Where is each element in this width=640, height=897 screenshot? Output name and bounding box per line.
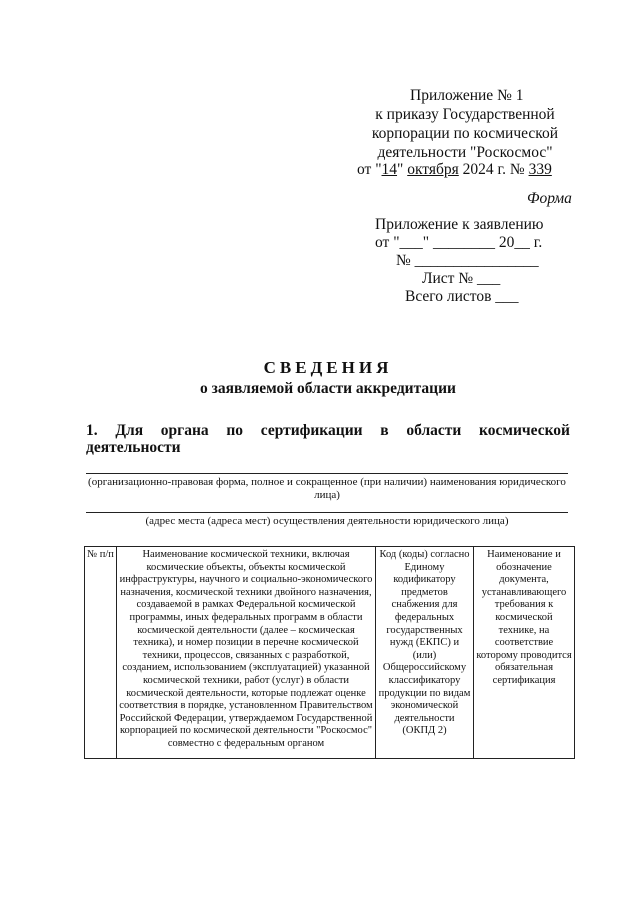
document-title: СВЕДЕНИЯ xyxy=(263,358,393,377)
application-number-line: № ________________ xyxy=(396,252,539,269)
application-reference xyxy=(375,216,544,306)
address-caption: (адрес места (адреса мест) осуществления деятельности юридического лица) xyxy=(145,515,509,527)
application-date-line: от "___" ________ 20__ г. xyxy=(375,234,543,251)
order-line-1: к приказу Государственной xyxy=(375,106,555,123)
table-header-row xyxy=(85,547,575,759)
appendix-title: Приложение № 1 xyxy=(410,87,524,104)
order-line-3: деятельности "Роскосмос" xyxy=(377,144,553,161)
section-heading-line-2: деятельности xyxy=(86,439,181,456)
order-line-2: корпорации по космической xyxy=(371,125,559,142)
section-heading-line-1: 1. Для органа по сертификации в области космической xyxy=(86,422,570,439)
order-month: октября xyxy=(407,161,459,178)
accreditation-table xyxy=(84,546,575,759)
address-rule xyxy=(86,512,568,513)
application-title: Приложение к заявлению xyxy=(375,216,544,233)
total-sheets-line: Всего листов ___ xyxy=(405,288,519,305)
order-date-line: от "14" октября 2024 г. № 339 xyxy=(357,161,552,178)
order-reference xyxy=(355,86,575,162)
org-name-caption: (организационно-правовая форма, полное и сокращенное (при наличии) наименования юридического лица) xyxy=(88,476,566,501)
header-cell-equipment: Наименование космической техники, включая космические объекты, объекты космической инфраструктуры, научного и социально-экономического назначения, космической техники двойного назначения, создаваемой в рамках Федеральной космической программы, иных федеральных программ в области космической деятельности (далее – космическая техника), и номер позиции в перечне космической техники, процессов, связанных с разработкой, созданием, использованием (эксплуатацией) указанной космической техники, работ (услуг) в области космической деятельности, которые подлежат оценке соответствия в порядке, установленном Правительством Российской Федерации, утверждаемом Государственной корпорацией по космической деятельности "Роскосмос" совместно с федеральным органом xyxy=(117,547,376,759)
order-number: 339 xyxy=(528,161,552,178)
header-cell-number: № п/п xyxy=(85,547,117,759)
form-label: Форма xyxy=(527,190,572,207)
header-cell-document: Наименование и обозначение документа, устанавливающего требования к космической технике, на соответствие которому проводится обязательная сертификация xyxy=(474,547,575,759)
order-day: 14 xyxy=(381,161,398,178)
document-subtitle: о заявляемой области аккредитации xyxy=(200,380,456,397)
sheet-number-line: Лист № ___ xyxy=(422,270,501,287)
org-name-rule xyxy=(86,473,568,474)
header-cell-code: Код (коды) согласно Единому кодификатору предметов снабжения для федеральных государственных нужд (ЕКПС) и (или) Общероссийскому классификатору продукции по видам экономической деятельности (ОКПД 2) xyxy=(376,547,474,759)
